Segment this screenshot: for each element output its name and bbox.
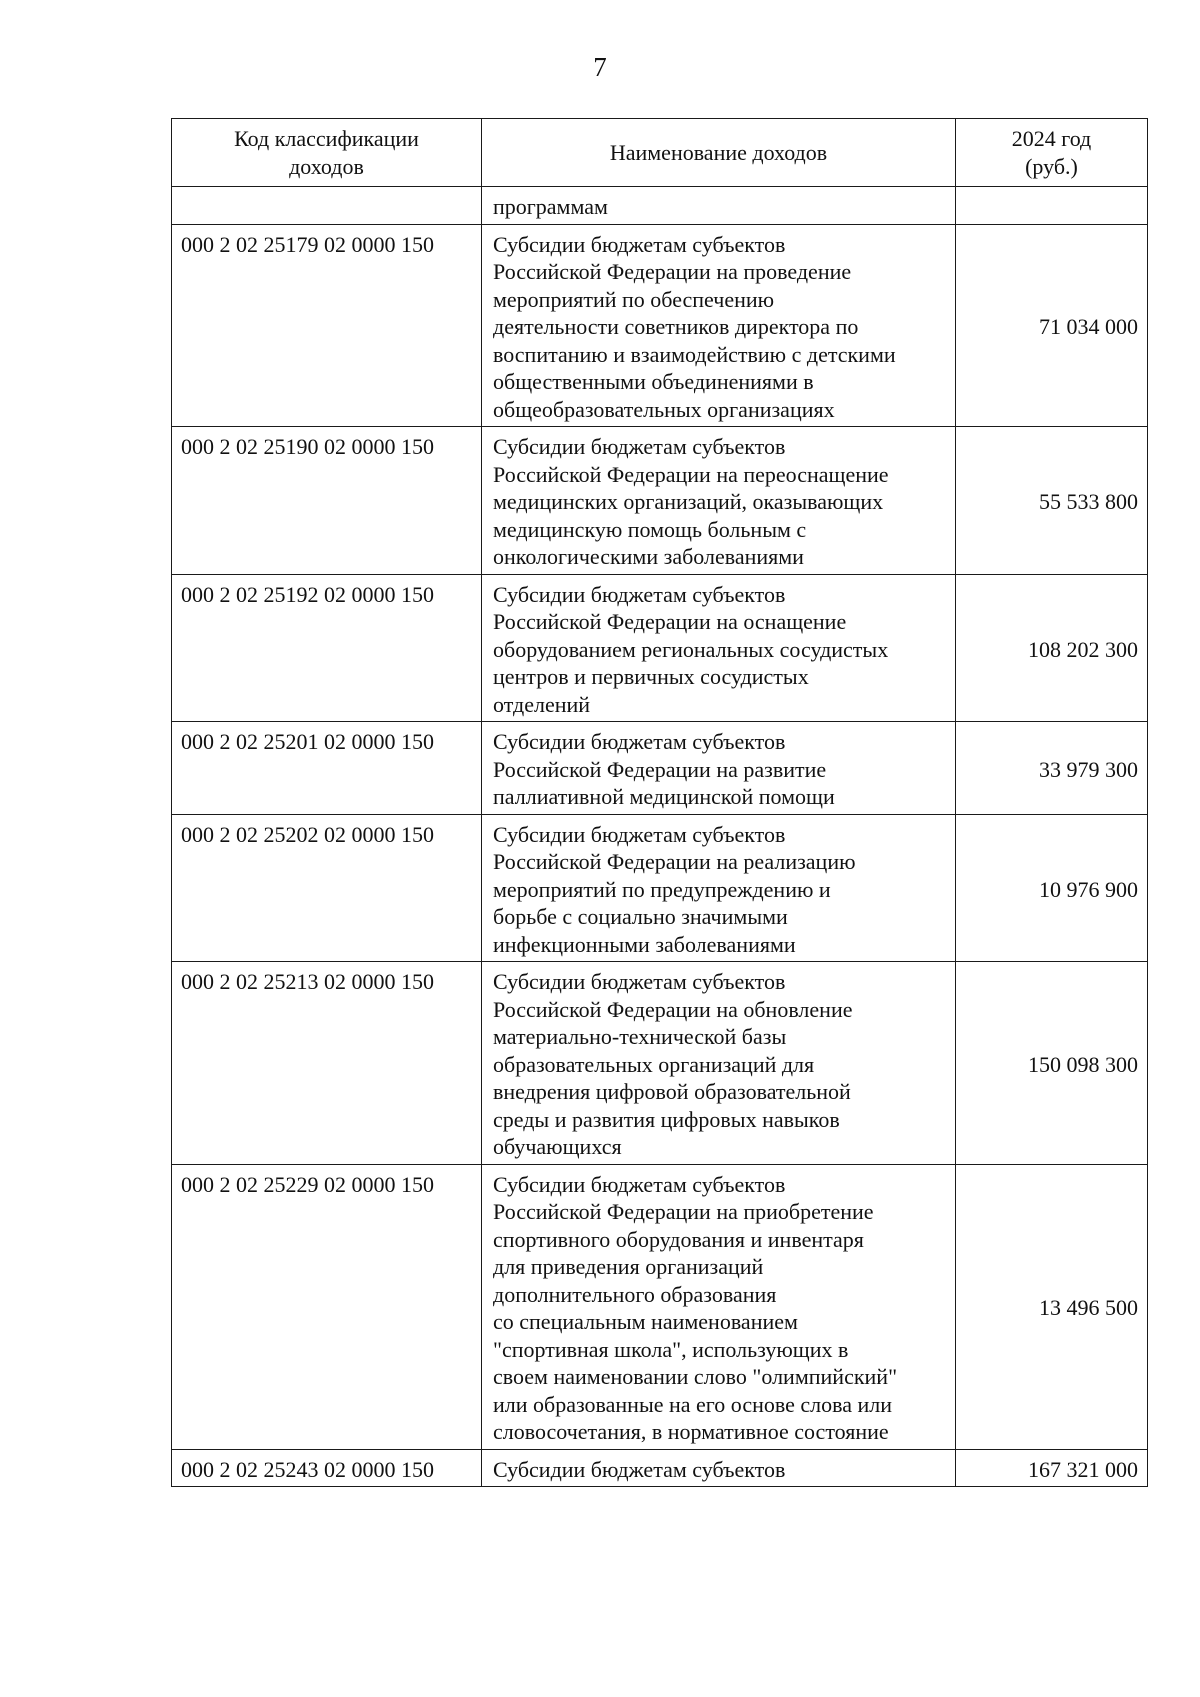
table-row xyxy=(172,574,1148,722)
row-amount: 108 202 300 xyxy=(956,574,1148,722)
row-name: Субсидии бюджетам субъектов Российской Федерации на переоснащение медицинских организаций, оказывающих медицинскую помощь больным с онкологическими заболеваниями xyxy=(482,427,956,575)
row-amount: 10 976 900 xyxy=(956,814,1148,962)
row-code: 000 2 02 25229 02 0000 150 xyxy=(172,1164,482,1449)
table-row xyxy=(172,1449,1148,1487)
row-amount: 55 533 800 xyxy=(956,427,1148,575)
table-row xyxy=(172,722,1148,815)
header-amount: 2024 год (руб.) xyxy=(956,119,1148,187)
table-header-row xyxy=(172,119,1148,187)
row-code xyxy=(172,187,482,225)
row-code: 000 2 02 25201 02 0000 150 xyxy=(172,722,482,815)
table-row xyxy=(172,1164,1148,1449)
row-amount xyxy=(956,187,1148,225)
table-row xyxy=(172,427,1148,575)
row-code: 000 2 02 25213 02 0000 150 xyxy=(172,962,482,1165)
table-row xyxy=(172,814,1148,962)
row-amount: 33 979 300 xyxy=(956,722,1148,815)
row-code: 000 2 02 25179 02 0000 150 xyxy=(172,224,482,427)
row-code: 000 2 02 25202 02 0000 150 xyxy=(172,814,482,962)
row-code: 000 2 02 25192 02 0000 150 xyxy=(172,574,482,722)
row-code: 000 2 02 25190 02 0000 150 xyxy=(172,427,482,575)
header-name: Наименование доходов xyxy=(482,119,956,187)
table-row xyxy=(172,187,1148,225)
row-name: Субсидии бюджетам субъектов Российской Федерации на оснащение оборудованием региональных сосудистых центров и первичных сосудистых отделений xyxy=(482,574,956,722)
table-row xyxy=(172,962,1148,1165)
row-code: 000 2 02 25243 02 0000 150 xyxy=(172,1449,482,1487)
table-row xyxy=(172,224,1148,427)
row-name: Субсидии бюджетам субъектов Российской Федерации на приобретение спортивного оборудования и инвентаря для приведения организаций дополнительного образования со специальным наименованием "спортивная школа", использующих в своем наименовании слово "олимпийский" или образованные на его основе слова или словосочетания, в нормативное состояние xyxy=(482,1164,956,1449)
row-name: Субсидии бюджетам субъектов Российской Федерации на обновление материально-технической базы образовательных организаций для внедрения цифровой образовательной среды и развития цифровых навыков обучающихся xyxy=(482,962,956,1165)
row-name: Субсидии бюджетам субъектов xyxy=(482,1449,956,1487)
header-code: Код классификации доходов xyxy=(172,119,482,187)
income-table xyxy=(171,118,1148,1487)
row-amount: 167 321 000 xyxy=(956,1449,1148,1487)
row-amount: 150 098 300 xyxy=(956,962,1148,1165)
row-name: программам xyxy=(482,187,956,225)
row-amount: 71 034 000 xyxy=(956,224,1148,427)
row-name: Субсидии бюджетам субъектов Российской Федерации на развитие паллиативной медицинской помощи xyxy=(482,722,956,815)
page-number: 7 xyxy=(593,52,607,82)
row-name: Субсидии бюджетам субъектов Российской Федерации на проведение мероприятий по обеспечению деятельности советников директора по воспитанию и взаимодействию с детскими общественными объединениями в общеобразовательных организациях xyxy=(482,224,956,427)
row-amount: 13 496 500 xyxy=(956,1164,1148,1449)
row-name: Субсидии бюджетам субъектов Российской Федерации на реализацию мероприятий по предупреждению и борьбе с социально значимыми инфекционными заболеваниями xyxy=(482,814,956,962)
